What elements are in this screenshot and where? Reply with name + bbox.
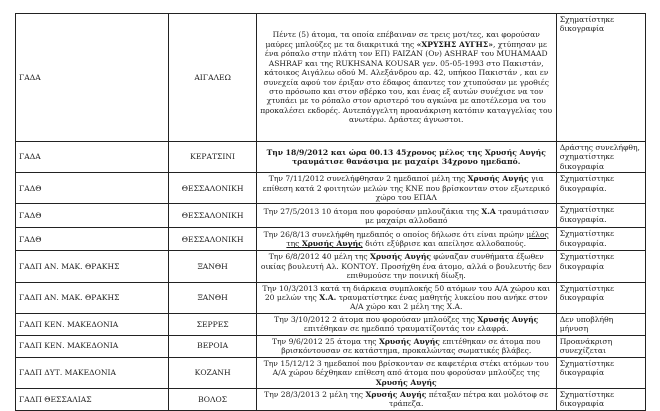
authority-cell: ΓΑΔΘ xyxy=(16,228,169,251)
table-row xyxy=(16,313,646,335)
table-row xyxy=(16,204,646,228)
description-cell xyxy=(256,335,556,357)
location-cell: ΘΕΣΣΑΛΟΝΙΚΗ xyxy=(169,204,256,228)
authority-cell: ΓΑΔΠ ΚΕΝ. ΜΑΚΕΔΟΝΙΑ xyxy=(16,313,169,335)
bold-text-segment: «ΧΡΥΣΗΣ ΑΥΓΗΣ» xyxy=(416,39,493,49)
outcome-cell: Σχηματίστηκε δικογραφία xyxy=(556,357,645,388)
bold-text-segment: Χρυσής Αυγής xyxy=(301,239,363,249)
text-segment: , χτύπησαν με ένα ρόπαλο στην πλάτη τον ΕΠ) FAIZAN (Ον) ASHRAF του MUHAMAAD ASHRAF και της RUKHSANA KOUSAR γεν. 05-05-1993 στο Πακιστάν, κάτοικος Αιγάλεω οδού Μ. Αλεξάνδρου αρ. 42, υπήκοο Πακιστάν , και εν συνεχεία αφού τον έριξαν στο έδαφος άπαντες τον χτυπούσαν με γροθιές στο πρόσωπο και στον σβέρκο του, και ένας εξ αυτών συνέχισε να τον χτυπάει με το ρόπαλο στον αριστερό του αγκώνα με αποτέλεσμα να του προκαλέσει εκδορές. Αυτεπάγγελτη προανάκριση κατόπιν καταγγελίας του ανωτέρω. Δράστες άγνωστοι. xyxy=(260,39,553,125)
location-cell: ΣΕΡΡΕΣ xyxy=(169,313,256,335)
table-row xyxy=(16,173,646,204)
bold-text-segment: Χ.Α xyxy=(481,206,496,216)
description-cell xyxy=(256,388,556,410)
authority-cell: ΓΑΔΠ ΘΕΣΣΑΛΙΑΣ xyxy=(16,388,169,410)
bold-text-segment: Χρυσής Αυγής xyxy=(365,389,427,399)
location-cell: ΚΟΖΑΝΗ xyxy=(169,357,256,388)
description-cell xyxy=(256,173,556,204)
text-segment: Την 6/8/2012 40 μέλη της xyxy=(268,252,371,262)
authority-cell: ΓΑΔΠ ΚΕΝ. ΜΑΚΕΔΟΝΙΑ xyxy=(16,335,169,357)
description-cell xyxy=(256,14,556,142)
outcome-cell: Σχηματίστηκε δικογραφία. xyxy=(556,173,645,204)
text-segment: για επίθεση κατά 2 φοιτητών μελών της ΚΝΕ που βρίσκονταν στον εξωτερικό χώρο του ΕΠΑΛ xyxy=(262,174,550,203)
text-segment: Πέντε (5) άτομα, τα οποία επέβαιναν σε τρεις μοτ/τες, και φορούσαν μαύρες μπλούζες με τα διακριτικά της xyxy=(265,30,540,49)
location-cell: ΞΑΝΘΗ xyxy=(169,282,256,313)
description-cell xyxy=(256,282,556,313)
text-segment: φώναζαν συνθήματα έξωθεν οικίας βουλευτή Αλ. ΚΟΝΤΟΥ. Προσήχθη ένα άτομο, αλλά ο βουλευτής δεν επιθυμούσε την ποινική δίωξη. xyxy=(260,252,552,281)
outcome-cell: Σχηματίστηκε δικογραφία. xyxy=(556,204,645,228)
authority-cell: ΓΑΔΠ ΑΝ. ΜΑΚ. ΘΡΑΚΗΣ xyxy=(16,251,169,282)
outcome-cell: Σχηματίστηκε δικογραφία. xyxy=(556,228,645,251)
authority-cell: ΓΑΔΑ xyxy=(16,142,169,173)
location-cell: ΘΕΣΣΑΛΟΝΙΚΗ xyxy=(169,228,256,251)
table-row xyxy=(16,282,646,313)
table-row xyxy=(16,388,646,410)
text-segment: Την 28/3/2013 2 μέλη της xyxy=(264,389,366,399)
table-row xyxy=(16,228,646,251)
table-row xyxy=(16,142,646,173)
authority-cell: ΓΑΔΘ xyxy=(16,173,169,204)
authority-cell: ΓΑΔΘ xyxy=(16,204,169,228)
text-segment: Την 27/5/2013 10 άτομα που φορούσαν μπλουζάκια της xyxy=(263,206,482,216)
description-cell xyxy=(256,204,556,228)
location-cell: ΒΕΡΟΙΑ xyxy=(169,335,256,357)
incidents-table xyxy=(15,13,646,411)
bold-text-segment: Χρυσής Αυγής xyxy=(378,336,440,346)
bold-text-segment: Χρυσής Αυγής xyxy=(370,252,431,262)
description-cell xyxy=(256,357,556,388)
description-cell xyxy=(256,228,556,251)
text-segment: μέλος της xyxy=(286,230,549,249)
description-cell xyxy=(256,251,556,282)
description-cell xyxy=(256,142,556,173)
authority-cell: ΓΑΔΠ ΔΥΤ. ΜΑΚΕΔΟΝΙΑ xyxy=(16,357,169,388)
outcome-cell: Σχηματίστηκε δικογραφία xyxy=(556,282,645,313)
outcome-cell: Σχηματίστηκε δικογραφία xyxy=(556,14,645,142)
outcome-cell: Σχηματίστηκε δικογραφία xyxy=(556,388,645,410)
bold-text-segment: Την 18/9/2012 και ώρα 00.13 45χρονος μέλος της Χρυσής Αυγής τραυμάτισε θανάσιμα με μαχαίρι 34χρονο ημεδαπό. xyxy=(266,147,546,167)
outcome-cell: Δράστης συνελήφθη, σχηματίστηκε δικογραφία xyxy=(556,142,645,173)
location-cell: ΞΑΝΘΗ xyxy=(169,251,256,282)
text-segment: Την 15/12/12 3 ημεδαποί που βρίσκονταν σε καφετέρια στέκι ατόμων του Α/Α χώρου δέχθηκαν επίθεση από άτομα που φορούσαν μπλούζες της xyxy=(263,358,549,378)
outcome-cell: Δεν υποβλήθη μήνυση xyxy=(556,313,645,335)
bold-text-segment: Χρυσής Αυγής xyxy=(375,377,437,387)
table-row xyxy=(16,357,646,388)
location-cell: ΚΕΡΑΤΣΙΝΙ xyxy=(169,142,256,173)
outcome-cell: Προανάκριση συνεχίζεται xyxy=(556,335,645,357)
text-segment: επιτέθηκαν σε άτομα που βρισκόντουσαν σε κατάστημα, προκαλώντας σωματικές βλάβες. xyxy=(281,336,541,356)
bold-text-segment: Χ.Α. xyxy=(319,293,337,303)
location-cell: ΒΟΛΟΣ xyxy=(169,388,256,410)
text-segment: Την 7/11/2012 συνελήφθησαν 2 ημεδαποί μέλη της xyxy=(268,174,468,184)
text-segment: Την 3/10/2012 2 άτομα που φορούσαν μπλούζες της xyxy=(274,314,478,324)
bold-text-segment: Χρυσής Αυγής xyxy=(467,174,529,184)
text-segment: πέταξαν πέτρα και μολότοφ σε τράπεζα. xyxy=(389,389,549,409)
bold-text-segment: Χρυσής Αυγής xyxy=(477,314,539,324)
text-segment: διότι εξύβρισε και απείλησε αλλοδαπούς. xyxy=(362,239,527,249)
text-segment: Την 10/3/2013 κατά τη διάρκεια συμπλοκής 50 ατόμων του Α/Α χώρου και 20 μελών της xyxy=(262,283,551,303)
incidents-table-body xyxy=(16,14,646,411)
location-cell: ΘΕΣΣΑΛΟΝΙΚΗ xyxy=(169,173,256,204)
text-segment: τραυμάτισαν με μαχαίρι αλλοδαπό xyxy=(364,206,549,225)
text-segment: επιτέθηκαν σε ημεδαπό τραυματίζοντάς τον ελαφρά. xyxy=(303,324,509,334)
text-segment: Την 9/6/2012 25 άτομα της xyxy=(271,336,379,346)
location-cell: ΑΙΓΑΛΕΩ xyxy=(169,14,256,142)
outcome-cell: Σχηματίστηκε δικογραφία xyxy=(556,251,645,282)
text-segment: Την 26/8/13 συνελήφθη ημεδαπός ο οποίος δήλωσε ότι είναι πρώην xyxy=(263,230,527,240)
table-row xyxy=(16,14,646,142)
table-row xyxy=(16,251,646,282)
text-segment: τραυματίστηκε ένας μαθητής λυκείου που ανήκε στον Α/Α χώρο και 2 μέλη της Χ.Α. xyxy=(336,293,548,312)
description-cell xyxy=(256,313,556,335)
authority-cell: ΓΑΔΑ xyxy=(16,14,169,142)
table-row xyxy=(16,335,646,357)
authority-cell: ΓΑΔΠ ΑΝ. ΜΑΚ. ΘΡΑΚΗΣ xyxy=(16,282,169,313)
